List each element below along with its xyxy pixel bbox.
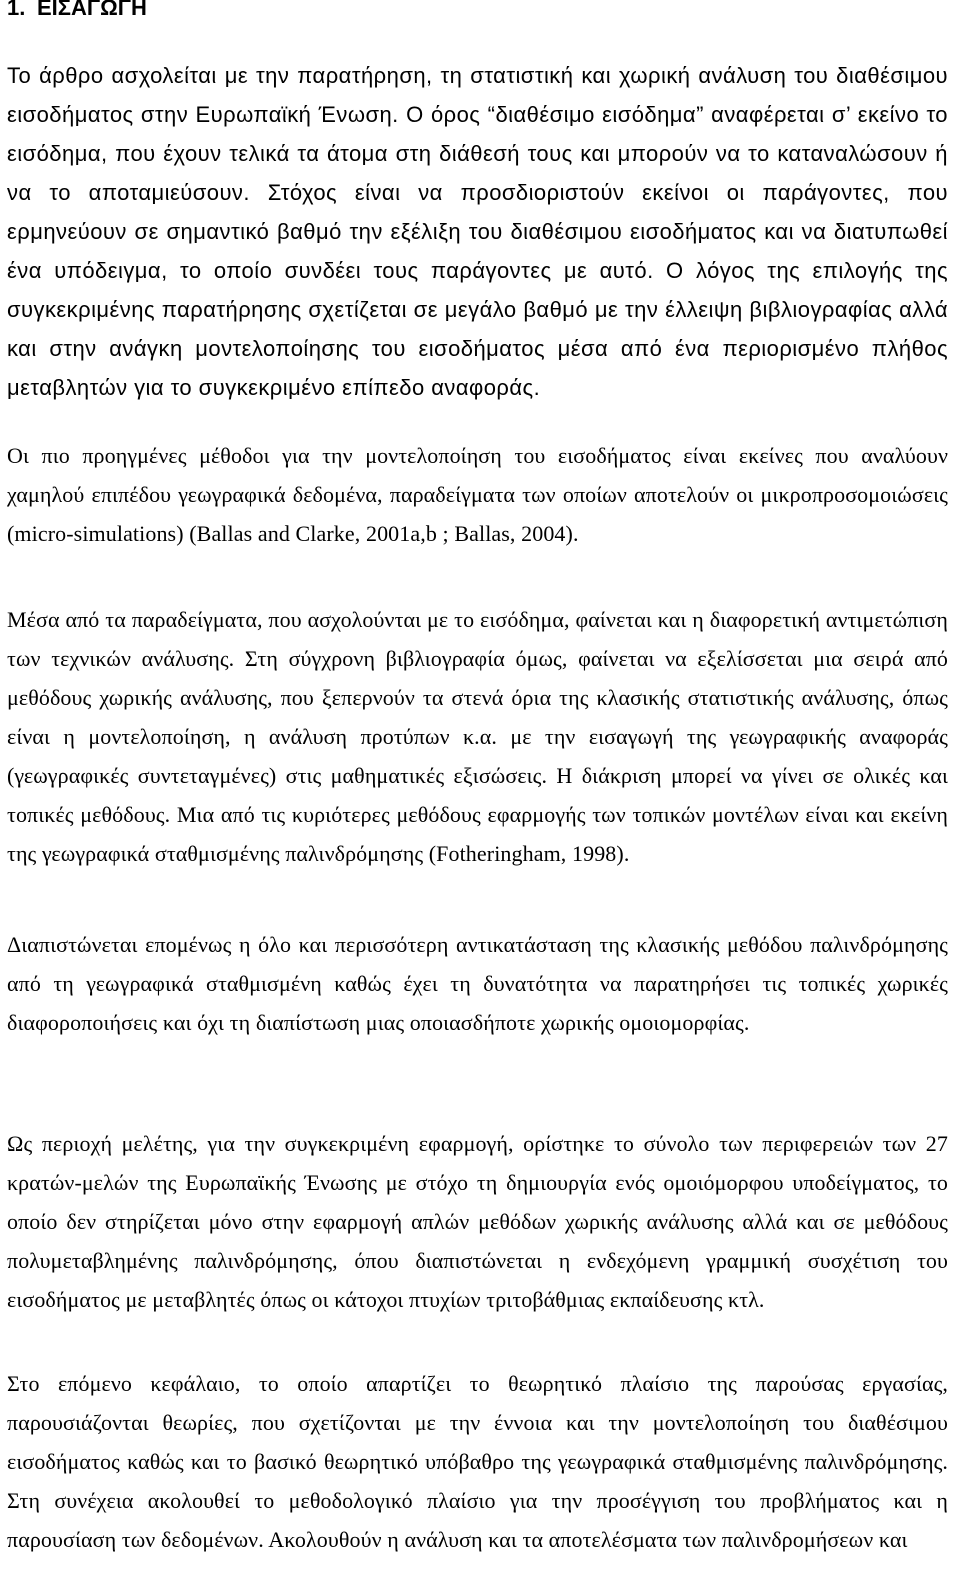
paragraph-outline: Στο επόμενο κεφάλαιο, το οποίο απαρτίζει το θεωρητικό πλαίσιο της παρούσας εργασίας, παρουσιάζονται θεωρίες, που σχετίζονται με την έννοια και την μοντελοποίηση του διαθέσιμου εισοδήματος καθώς και το βασικό θεωρητικό υπόβαθρο της γεωγραφικά σταθμισμένης παλινδρόμησης. Στη συνέχεια ακολουθεί το μεθοδολογικό πλαίσιο για την προσέγγιση του προβλήματος και η παρουσίαση των δεδομένων. Ακολουθούν η ανάλυση και τα αποτελέσματα των παλινδρομήσεων και <box>7 1371 948 1552</box>
paragraph-advanced-methods: Οι πιο προηγμένες μέθοδοι για την μοντελοποίηση του εισοδήματος είναι εκείνες που αναλύουν χαμηλού επιπέδου γεωγραφικά δεδομένα, παραδείγματα των οποίων αποτελούν οι μικροπροσομοιώσεις (micro-simulations) (Ballas and Clarke, 2001a,b ; Ballas, 2004). <box>7 443 948 546</box>
section-heading <box>7 0 147 20</box>
paragraph-study-area: Ως περιοχή μελέτης, για την συγκεκριμένη εφαρμογή, ορίστηκε το σύνολο των περιφερειών των 27 κρατών-μελών της Ευρωπαϊκής Ένωσης με στόχο τη δημιουργία ενός ομοιόμορφου υποδείγματος, το οποίο δεν στηρίζεται μόνο στην εφαρμογή απλών μεθόδων χωρικής ανάλυσης αλλά και σε μεθόδους πολυμεταβλημένης παλινδρόμησης, όπου διαπιστώνεται η ενδεχόμενη γραμμική συσχέτιση του εισοδήματος με μεταβλητές όπως οι κάτοχοι πτυχίων τριτοβάθμιας εκπαίδευσης κτλ. <box>7 1131 948 1312</box>
paragraph-regression: Διαπιστώνεται επομένως η όλο και περισσότερη αντικατάσταση της κλασικής μεθόδου παλινδρόμησης από τη γεωγραφικά σταθμισμένη καθώς έχει τη δυνατότητα να παρατηρήσει τις τοπικές χωρικές διαφοροποιήσεις και όχι τη διαπίστωση μιας οποιασδήποτε χωρικής ομοιομορφίας. <box>7 932 948 1035</box>
paragraph-introduction: Το άρθρο ασχολείται με την παρατήρηση, τη στατιστική και χωρική ανάλυση του διαθέσιμου εισοδήματος στην Ευρωπαϊκή Ένωση. Ο όρος “διαθέσιμο εισόδημα” αναφέρεται σ’ εκείνο το εισόδημα, που έχουν τελικά τα άτομα στη διάθεσή τους και μπορούν να το καταναλώσουν ή να το αποταμιεύσουν. Στόχος είναι να προσδιοριστούν εκείνοι οι παράγοντες, που ερμηνεύουν σε σημαντικό βαθμό την εξέλιξη του διαθέσιμου εισοδήματος και να διατυπωθεί ένα υπόδειγμα, το οποίο συνδέει τους παράγοντες με αυτό. Ο λόγος της επιλογής της συγκεκριμένης παρατήρησης σχετίζεται σε μεγάλο βαθμό με την έλλειψη βιβλιογραφίας αλλά και στην ανάγκη μοντελοποίησης του εισοδήματος μέσα από ένα περιορισμένο πλήθος μεταβλητών για το συγκεκριμένο επίπεδο αναφοράς. <box>7 63 948 400</box>
section-title: ΕΙΣΑΓΩΓΗ <box>37 0 147 20</box>
section-number: 1. <box>7 0 26 20</box>
paragraph-spatial-analysis: Μέσα από τα παραδείγματα, που ασχολούνται με το εισόδημα, φαίνεται και η διαφορετική αντιμετώπιση των τεχνικών ανάλυσης. Στη σύγχρονη βιβλιογραφία όμως, φαίνεται να εξελίσσεται μια σειρά από μεθόδους χωρικής ανάλυσης, που ξεπερνούν τα στενά όρια της κλασικής στατιστικής ανάλυσης, όπως είναι η μοντελοποίηση, η ανάλυση προτύπων κ.α. με την εισαγωγή της γεωγραφικής αναφοράς (γεωγραφικές συντεταγμένες) στις μαθηματικές εξισώσεις. Η διάκριση μπορεί να γίνει σε ολικές και τοπικές μεθόδους. Μια από τις κυριότερες μεθόδους εφαρμογής των τοπικών μοντέλων είναι και εκείνη της γεωγραφικά σταθμισμένης παλινδρόμησης (Fotheringham, 1998). <box>7 607 948 866</box>
